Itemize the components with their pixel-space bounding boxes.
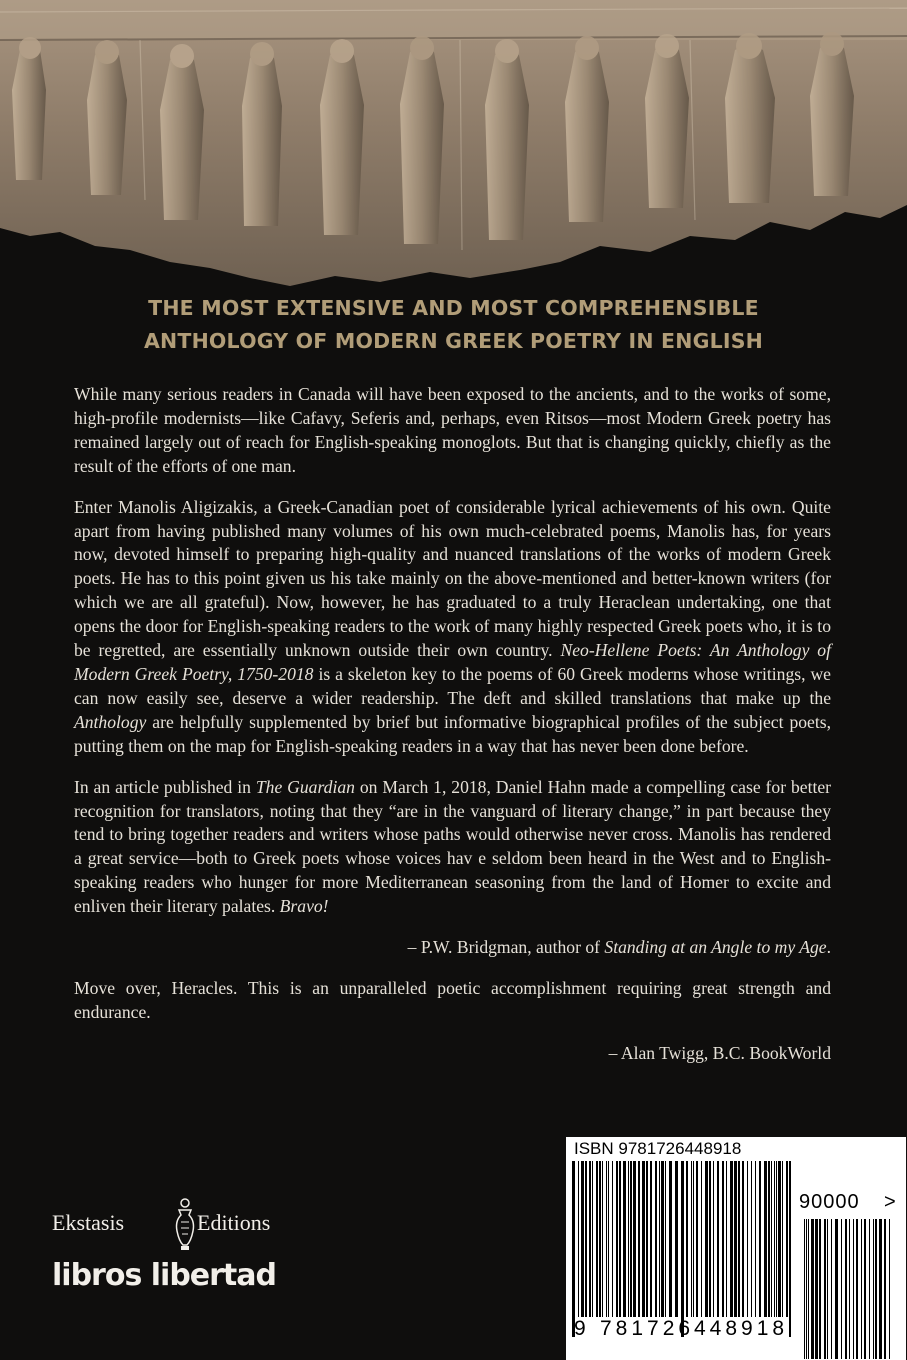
barcode-bar: [873, 1219, 874, 1359]
book-title: Neo-Hellene Poets: An Anthology of Modern Greek Poetry, 1750-2018: [74, 640, 831, 684]
barcode-bar: [655, 1161, 657, 1317]
barcode-bar: [633, 1161, 636, 1317]
barcode-bar: [875, 1219, 877, 1359]
price-arrow: >: [884, 1191, 896, 1213]
ekstasis-editions-logo: [50, 1198, 320, 1258]
barcode-bar: [764, 1161, 767, 1317]
attribution-twigg: – Alan Twigg, B.C. BookWorld: [608, 1042, 831, 1063]
barcode-bar: [869, 1219, 870, 1359]
barcode-bar: [806, 1219, 807, 1359]
barcode-bar: [606, 1161, 607, 1317]
barcode-bar: [646, 1161, 648, 1317]
barcode-bar: [691, 1161, 692, 1317]
barcode-bar: [759, 1161, 761, 1317]
barcode-bar: [650, 1161, 652, 1317]
barcode-bar: [824, 1219, 826, 1359]
blurb-text: [74, 383, 831, 1083]
barcode-bar: [819, 1219, 821, 1359]
isbn-digits: [566, 1317, 798, 1347]
barcode-bar: [638, 1161, 640, 1317]
headline-line-2: ANTHOLOGY OF MODERN GREEK POETRY IN ENGLISH: [143, 329, 764, 353]
barcode-bar: [774, 1161, 775, 1317]
barcode-bar: [693, 1161, 694, 1317]
barcode-bar: [804, 1219, 805, 1359]
attribution-bridgman: [74, 936, 831, 960]
barcode-bar: [738, 1161, 740, 1317]
barcode-bar: [835, 1219, 838, 1359]
barcode-bar: [628, 1161, 629, 1317]
headline: [0, 292, 907, 358]
barcode-bar: [742, 1161, 744, 1317]
barcode-bar: [616, 1161, 618, 1317]
barcode-bar: [853, 1219, 854, 1359]
isbn-barcode: [566, 1137, 906, 1360]
barcode-bar: [768, 1161, 770, 1317]
barcode-bar: [602, 1161, 603, 1317]
barcode-bar: [726, 1161, 727, 1317]
isbn-digit-first: 9: [574, 1317, 586, 1340]
attribution-bridgman-period: .: [826, 937, 831, 958]
barcode-bar: [849, 1219, 850, 1359]
barcode-bar: [841, 1219, 842, 1359]
isbn-digits-group-1: 781726: [600, 1317, 695, 1340]
paragraph-3-text-a: In an article published in: [74, 776, 256, 797]
barcode-bar: [734, 1161, 737, 1317]
barcode-bar: [771, 1161, 772, 1317]
barcode-bar: [599, 1161, 601, 1317]
paragraph-4: Move over, Heracles. This is an unparalleled poetic accomplishment requiring great strength and endurance.: [74, 977, 831, 1022]
bridgman-book-title: Standing at an Angle to my Age: [604, 937, 827, 958]
barcode-bar: [856, 1219, 858, 1359]
barcode-bar: [696, 1161, 698, 1317]
barcode-bar: [596, 1161, 598, 1317]
barcode-bar: [585, 1161, 587, 1317]
barcode-bar: [630, 1161, 632, 1317]
barcode-bar: [730, 1161, 733, 1317]
barcode-bar: [581, 1161, 584, 1317]
barcode-bar: [776, 1161, 777, 1317]
barcode-bar: [572, 1161, 575, 1337]
price-addon-bars: [798, 1217, 906, 1360]
barcode-bar: [701, 1161, 702, 1317]
barcode-bar: [642, 1161, 645, 1317]
barcode-bar: [675, 1161, 678, 1317]
isbn-digits-group-2: 448918: [694, 1317, 789, 1340]
barcode-bar: [811, 1219, 814, 1359]
stone-relief-image: [0, 0, 907, 290]
barcode-bar: [808, 1219, 809, 1359]
barcode-bar: [786, 1161, 788, 1317]
barcode-bar: [578, 1161, 579, 1317]
headline-line-1: THE MOST EXTENSIVE AND MOST COMPREHENSIBLE: [148, 296, 759, 320]
barcode-bar: [889, 1219, 890, 1359]
barcode-bar: [778, 1161, 781, 1317]
barcode-bar: [782, 1161, 783, 1317]
barcode-bar: [864, 1219, 866, 1359]
publisher-logos: [50, 1188, 320, 1298]
barcode-bar: [815, 1219, 818, 1359]
barcode-bar: [686, 1161, 688, 1317]
barcode-bar: [619, 1161, 621, 1317]
barcode-bar: [747, 1161, 748, 1317]
bravo-word: Bravo!: [279, 896, 329, 917]
price-code: 90000: [799, 1191, 860, 1213]
barcode-bar: [623, 1161, 626, 1317]
anthology-word: Anthology: [74, 711, 147, 732]
paragraph-3-text-b: on March 1, 2018, Daniel Hahn made a compelling case for better recognition for translators, noting that they “are in the vanguard of literary change,” in part because they tend to bring together readers and writers whose paths would otherwise never cross. Manolis has rendered a great service—both to Greek poets whose voices hav e seldom been heard in the West and to English-speaking readers who hunger for more Mediterranean seasoning from the land of Homer to excite and enliven their literary palates.: [74, 776, 832, 917]
barcode-bar: [661, 1161, 664, 1317]
paragraph-1: While many serious readers in Canada will have been exposed to the ancients, and to the works of some, high-profile modernists—like Cafavy, Seferis and, perhaps, even Ritsos—most Modern Greek poetry has remained largely out of reach for English-speaking monoglots. But that is changing quickly, chiefly as the result of the efforts of one man.: [74, 384, 831, 476]
barcode-bar: [861, 1219, 862, 1359]
paragraph-2: [74, 496, 831, 759]
libros-libertad-logo: libros libertad: [52, 1258, 276, 1293]
barcode-bar: [665, 1161, 666, 1317]
barcode-bar: [879, 1219, 882, 1359]
barcode-bar: [755, 1161, 756, 1317]
urn-icon: [173, 1198, 197, 1256]
barcode-bar: [592, 1161, 593, 1317]
barcode-bar: [669, 1161, 672, 1317]
isbn-label: ISBN 9781726448918: [574, 1139, 742, 1158]
barcode-bar: [722, 1161, 724, 1317]
guardian-title: The Guardian: [255, 776, 355, 797]
barcode-bar: [612, 1161, 613, 1317]
barcode-bar: [751, 1161, 752, 1317]
paragraph-3: [74, 776, 831, 919]
barcode-bar: [681, 1161, 684, 1337]
barcode-bar: [717, 1161, 719, 1317]
paragraph-2-text-c: are helpfully supplemented by brief but informative biographical profiles of the subject poets, putting them on the map for English-speaking readers in a way that has never been done before.: [74, 711, 831, 756]
barcode-bar: [705, 1161, 708, 1317]
barcode-bar: [713, 1161, 714, 1317]
editions-word: Editions: [197, 1210, 271, 1235]
barcode-bar: [884, 1219, 886, 1359]
paragraph-2-text-b: is a skeleton key to the poems of 60 Greek moderns whose writings, we can now easily see, deserve a wider readership. The deft and skilled translations that make up the: [74, 663, 831, 708]
ekstasis-word: Ekstasis: [52, 1210, 125, 1235]
barcode-bar: [709, 1161, 711, 1317]
barcode-bar: [589, 1161, 591, 1317]
attribution-bridgman-text: – P.W. Bridgman, author of: [407, 937, 605, 958]
barcode-bar: [608, 1161, 609, 1317]
barcode-bar: [845, 1219, 847, 1359]
paragraph-2-text-a: Enter Manolis Aligizakis, a Greek-Canadian poet of considerable lyrical achievements of his own. Quite apart from having published many volumes of his own much-celebrated poems, Manolis has, for years now, devoted himself to preparing high-quality and nuanced translations of the works of modern Greek poets. He has to this point given us his take mainly on the above-mentioned and better-known writers (for which we are all grateful). Now, however, he has graduated to a truly Heraclean undertaking, one that opens the door for English-speaking readers to the work of many highly respected Greek poets who, it is to be regretted, are essentially unknown outside their own country.: [74, 496, 831, 661]
barcode-bar: [827, 1219, 828, 1359]
barcode-bar: [831, 1219, 832, 1359]
barcode-bar: [659, 1161, 660, 1317]
barcode-bar: [789, 1161, 791, 1337]
